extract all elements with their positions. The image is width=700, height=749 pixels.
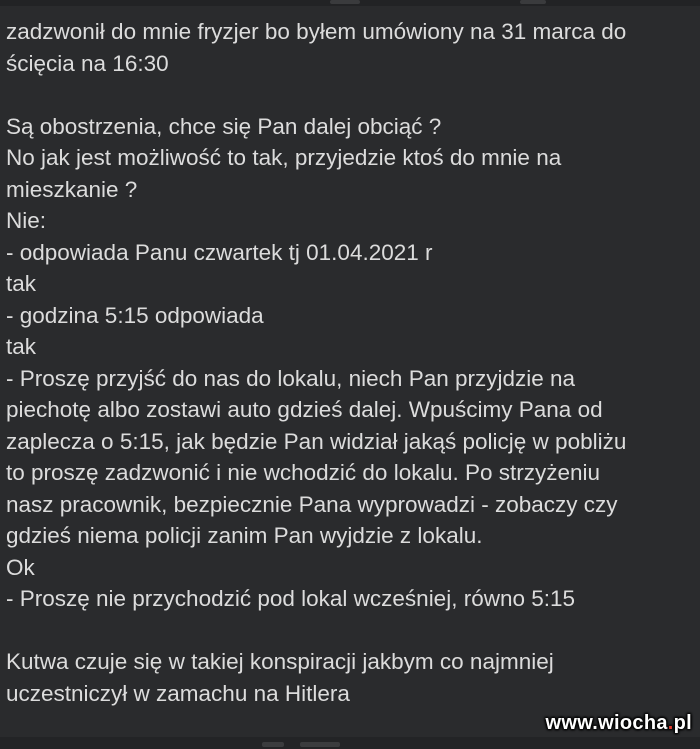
watermark-suffix: pl <box>673 712 692 734</box>
post-line: Kutwa czuje się w takiej konspiracji jakbym co najmniej <box>6 649 554 674</box>
cropped-bottom-fragment <box>300 742 340 747</box>
post-line: Są obostrzenia, chce się Pan dalej obciąć ? <box>6 113 442 139</box>
post-line: - Proszę przyjść do nas do lokalu, niech Pan przyjdzie na <box>6 365 576 391</box>
post-line: tak <box>6 334 37 359</box>
post-line: Nie: <box>6 208 47 233</box>
post-blank-line <box>6 79 700 111</box>
post-line: - odpowiada Panu czwartek tj 01.04.2021 r <box>6 239 433 265</box>
cropped-bottom-bar <box>0 737 700 749</box>
post-line: ścięcia na 16:30 <box>6 50 169 76</box>
post-line: zaplecza o 5:15, jak będzie Pan widział jakąś policję w pobliżu <box>6 428 627 454</box>
post-line: uczestniczył w zamachu na Hitlera <box>6 680 350 706</box>
site-watermark <box>545 712 692 735</box>
post-line: Ok <box>6 554 35 580</box>
post-line: tak <box>6 271 37 296</box>
cropped-bottom-fragment <box>262 742 284 747</box>
post-line: to proszę zadzwonić i nie wchodzić do lokalu. Po strzyżeniu <box>6 460 601 485</box>
post-line: - godzina 5:15 odpowiada <box>6 302 264 328</box>
cropped-top-fragment <box>330 0 360 4</box>
cropped-top-fragment <box>520 0 546 4</box>
post-body <box>6 16 700 709</box>
post-line: nasz pracownik, bezpiecznie Pana wyprowadzi - zobaczy czy <box>6 491 618 517</box>
post-line: mieszkanie ? <box>6 176 138 202</box>
post-line: No jak jest możliwość to tak, przyjedzie ktoś do mnie na <box>6 145 562 170</box>
watermark-dot: . <box>667 712 674 734</box>
watermark-prefix: www.wiocha <box>545 712 668 734</box>
cropped-top-bar <box>0 0 700 6</box>
post-line: - Proszę nie przychodzić pod lokal wcześniej, równo 5:15 <box>6 586 576 611</box>
post-blank-line <box>6 615 700 647</box>
post-line: zadzwonił do mnie fryzjer bo byłem umówiony na 31 marca do <box>6 19 627 44</box>
post-line: gdzieś niema policji zanim Pan wyjdzie z lokalu. <box>6 523 483 548</box>
post-line: piechotę albo zostawi auto gdzieś dalej. Wpuścimy Pana od <box>6 397 603 422</box>
